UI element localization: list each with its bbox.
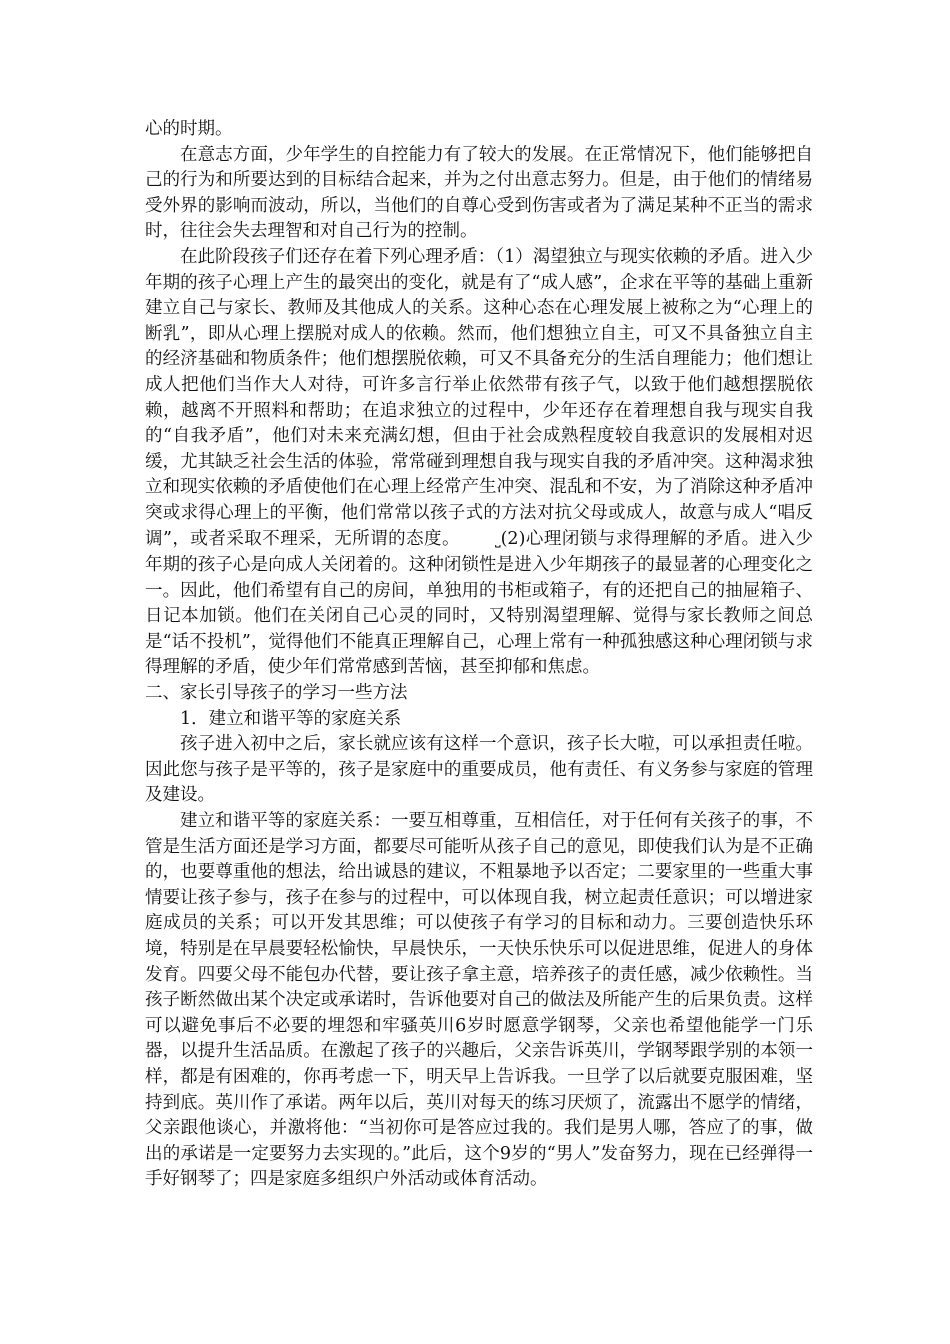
contradiction-1-text: 在此阶段孩子们还存在着下列心理矛盾：（1）渴望独立与现实依赖的矛盾。进入少年期的孩子心理上产生的最突出的变化，就是有了“成人感”，企求在平等的基础上重新建立自己与家长、教师及其他成人的关系。这种心态在心理发展上被称之为“心理上的断乳”，即从心理上摆脱对成人的依赖。然而，他们想独立自主，可又不具备独立自主的经济基础和物质条件；他们想摆脱依赖，可又不具备充分的生活自理能力；他们想让成人把他们当作大人对待，可许多言行举止依然带有孩子气，以致于他们越想摆脱依赖，越离不开照料和帮助；在追求独立的过程中，少年还存在着理想自我与现实自我的“自我矛盾”，他们对未来充满幻想，但由于社会成熟程度较自我意识的发展相对迟缓，尤其缺乏社会生活的体验，常常碰到理想自我与现实自我的矛盾冲突。这种渴求独立和现实依赖的矛盾使他们在心理上经常产生冲突、混乱和不安，为了消除这种矛盾冲突或求得心理上的平衡，他们常常以孩子式的方法对抗父母或成人，故意与成人“唱反调”，或者采取不理采，无所谓的态度。 [145, 246, 813, 549]
subsection-heading: 1．建立和谐平等的家庭关系 [180, 708, 402, 729]
document-page [145, 117, 813, 1193]
paragraph-continuation: 心的时期。 [145, 119, 233, 139]
section-heading: 二、家长引导孩子的学习一些方法 [145, 683, 408, 704]
editing-mark-icon: ⎵ [495, 531, 501, 548]
paragraph-junior-high: 孩子进入初中之后，家长就应该有这样一个意识，孩子长大啦，可以承担责任啦。因此您与孩子是平等的，孩子是家庭中的重要成员，他有责任、有义务参与家庭的管理及建设。 [145, 734, 813, 806]
paragraph-will: 在意志方面，少年学生的自控能力有了较大的发展。在正常情况下，他们能够把自己的行为和所要达到的目标结合起来，并为之付出意志努力。但是，由于他们的情绪易受外界的影响而波动，所以，当他们的自尊心受到伤害或者为了满足某种不正当的需求时，往往会失去理智和对自己行为的控制。 [145, 144, 813, 242]
paragraph-harmonious-family: 建立和谐平等的家庭关系：一要互相尊重，互相信任，对于任何有关孩子的事，不管是生活方面还是学习方面，都要尽可能听从孩子自己的意见，即使我们认为是不正确的，也要尊重他的想法，给出诚恳的建议，不粗暴地予以否定；二要家里的一些重大事情要让孩子参与，孩子在参与的过程中，可以体现自我，树立起责任意识；可以增进家庭成员的关系；可以开发其思维；可以使孩子有学习的目标和动力。三要创造快乐环境，特别是在早晨要轻松愉快，早晨快乐，一天快乐快乐可以促进思维，促进人的身体发育。四要父母不能包办代替，要让孩子拿主意，培养孩子的责任感，减少依赖性。当孩子断然做出某个决定或承诺时，告诉他要对自己的做法及所能产生的后果负责。这样可以避免事后不必要的埋怨和牢骚英川6岁时愿意学钢琴，父亲也希望他能学一门乐器，以提升生活品质。在激起了孩子的兴趣后，父亲告诉英川，学钢琴跟学别的本领一样，都是有困难的，你再考虑一下，明天早上告诉我。一旦学了以后就要克服困难，坚持到底。英川作了承诺。两年以后，英川对每天的练习厌烦了，流露出不愿学的情绪，父亲跟他谈心，并激将他：“当初你可是答应过我的。我们是男人哪，答应了的事，做出的承诺是一定要努力去实现的。”此后，这个9岁的“男人”发奋努力，现在已经弹得一手好钢琴了；四是家庭多组织户外活动或体育活动。 [145, 811, 813, 1190]
contradiction-2-text: (2)心理闭锁与求得理解的矛盾。进入少年期的孩子心是向成人关闭着的。这种闭锁性是进入少年期孩子的最显著的心理变化之一。因此，他们希望有自己的房间，单独用的书柜或箱子，有的还把自己的抽屉箱子、日记本加锁。他们在关闭自己心灵的同时，又特别渴望理解、觉得与家长教师之间总是“话不投机”，觉得他们不能真正理解自己，心理上常有一种孤独感这种心理闭锁与求得理解的矛盾，使少年们常常感到苦恼，甚至抑郁和焦虑。 [145, 528, 813, 678]
paragraph-psychological-contradictions [145, 245, 813, 681]
